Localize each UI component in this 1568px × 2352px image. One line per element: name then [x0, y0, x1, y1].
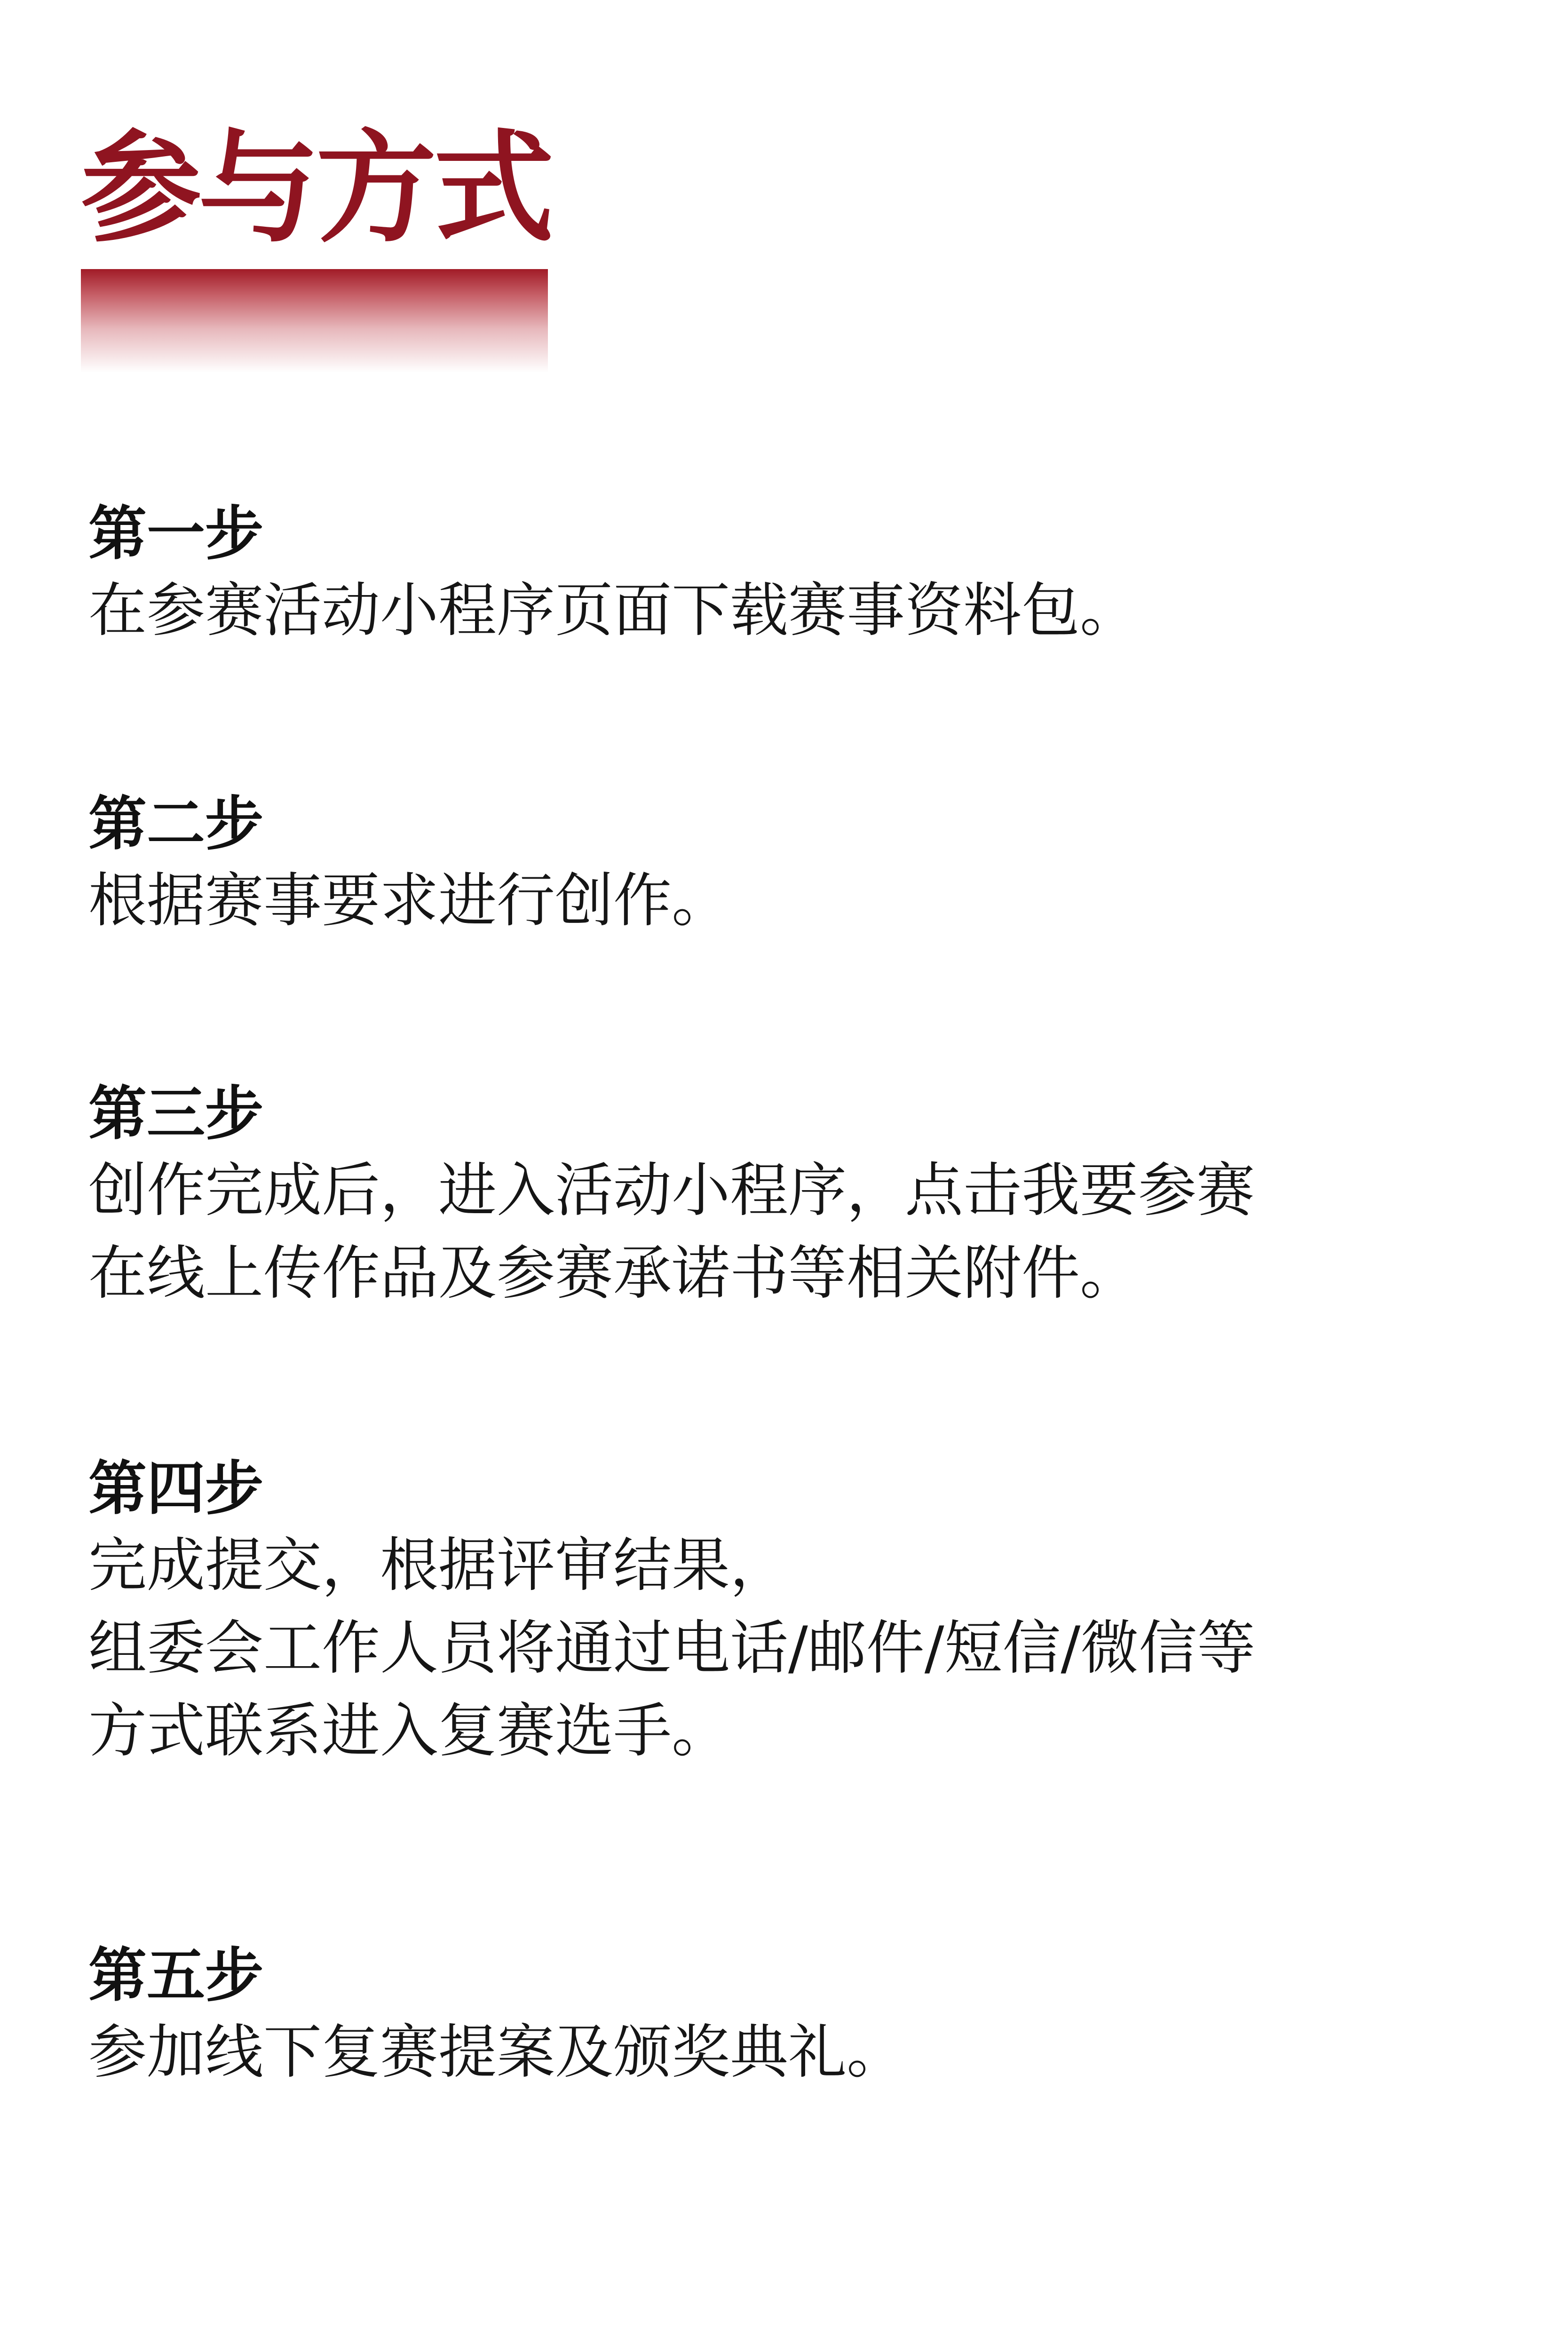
- title-block: [81, 111, 552, 266]
- step-heading: 第四步: [88, 1455, 264, 1523]
- step-heading: 第一步: [88, 500, 264, 568]
- step-text-line: 在线上传作品及参赛承诺书等相关附件。: [88, 1240, 1139, 1307]
- step-text-line: 在参赛活动小程序页面下载赛事资料包。: [88, 577, 1139, 644]
- step-text-line: 参加线下复赛提案及颁奖典礼。: [88, 2018, 905, 2086]
- step-text-line: 组委会工作人员将通过电话/邮件/短信/微信等: [88, 1614, 1256, 1682]
- step-text-line: 完成提交，根据评审结果，: [88, 1532, 789, 1599]
- page-title: 参与方式: [81, 119, 552, 259]
- step-four: [88, 1454, 1499, 1772]
- step-heading: 第五步: [88, 1942, 264, 2010]
- step-one: [88, 499, 1499, 652]
- step-five: [88, 1940, 1499, 2094]
- step-heading: 第二步: [88, 790, 264, 858]
- step-text-line: 根据赛事要求进行创作。: [88, 867, 730, 935]
- step-two: [88, 789, 1499, 942]
- step-text-line: 创作完成后，进入活动小程序，点击我要参赛: [88, 1157, 1255, 1224]
- step-text-line: 方式联系进入复赛选手。: [88, 1697, 730, 1765]
- step-three: [88, 1079, 1499, 1315]
- title-underline-bar: [81, 269, 548, 373]
- step-heading: 第三步: [88, 1080, 264, 1148]
